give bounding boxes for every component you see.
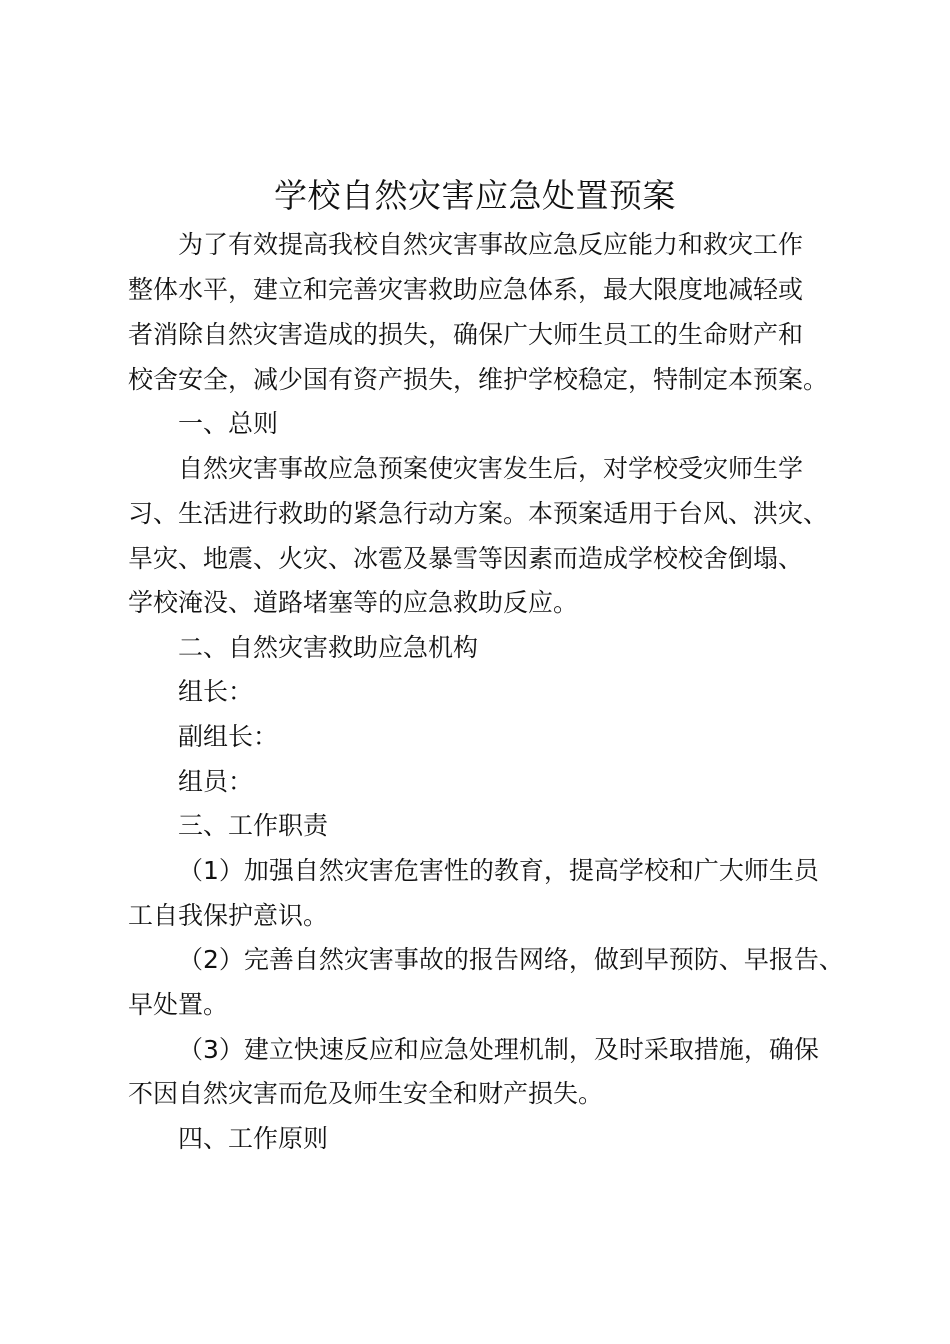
role-line: 组员： <box>178 767 254 796</box>
section-heading: 一、总则 <box>178 409 279 438</box>
document-title: 学校自然灾害应急处置预案 <box>274 176 676 215</box>
role-line: 副组长： <box>178 722 279 751</box>
body-line: 整体水平，建立和完善灾害救助应急体系，最大限度地减轻或 <box>128 275 804 304</box>
body-line: （1）加强自然灾害危害性的教育，提高学校和广大师生员 <box>178 856 819 885</box>
body-line: 者消除自然灾害造成的损失，确保广大师生员工的生命财产和 <box>128 320 804 349</box>
body-line: 不因自然灾害而危及师生安全和财产损失。 <box>128 1079 604 1108</box>
section-heading: 四、工作原则 <box>178 1124 329 1153</box>
role-line: 组长： <box>178 677 254 706</box>
section-heading: 二、自然灾害救助应急机构 <box>178 633 479 662</box>
body-line: （3）建立快速反应和应急处理机制，及时采取措施，确保 <box>178 1035 819 1064</box>
body-line: 学校淹没、道路堵塞等的应急救助反应。 <box>128 588 579 617</box>
body-line: 工自我保护意识。 <box>128 901 329 930</box>
body-line: 旱灾、地震、火灾、冰雹及暴雪等因素而造成学校校舍倒塌、 <box>128 544 804 573</box>
body-line: 自然灾害事故应急预案使灾害发生后，对学校受灾师生学 <box>178 454 804 483</box>
section-heading: 三、工作职责 <box>178 811 329 840</box>
body-line: 早处置。 <box>128 990 229 1019</box>
body-line: （2）完善自然灾害事故的报告网络，做到早预防、早报告、 <box>178 945 844 974</box>
body-line: 为了有效提高我校自然灾害事故应急反应能力和救灾工作 <box>178 230 804 259</box>
body-line: 校舍安全，减少国有资产损失，维护学校稳定，特制定本预案。 <box>128 365 829 394</box>
body-line: 习、生活进行救助的紧急行动方案。本预案适用于台风、洪灾、 <box>128 499 829 528</box>
